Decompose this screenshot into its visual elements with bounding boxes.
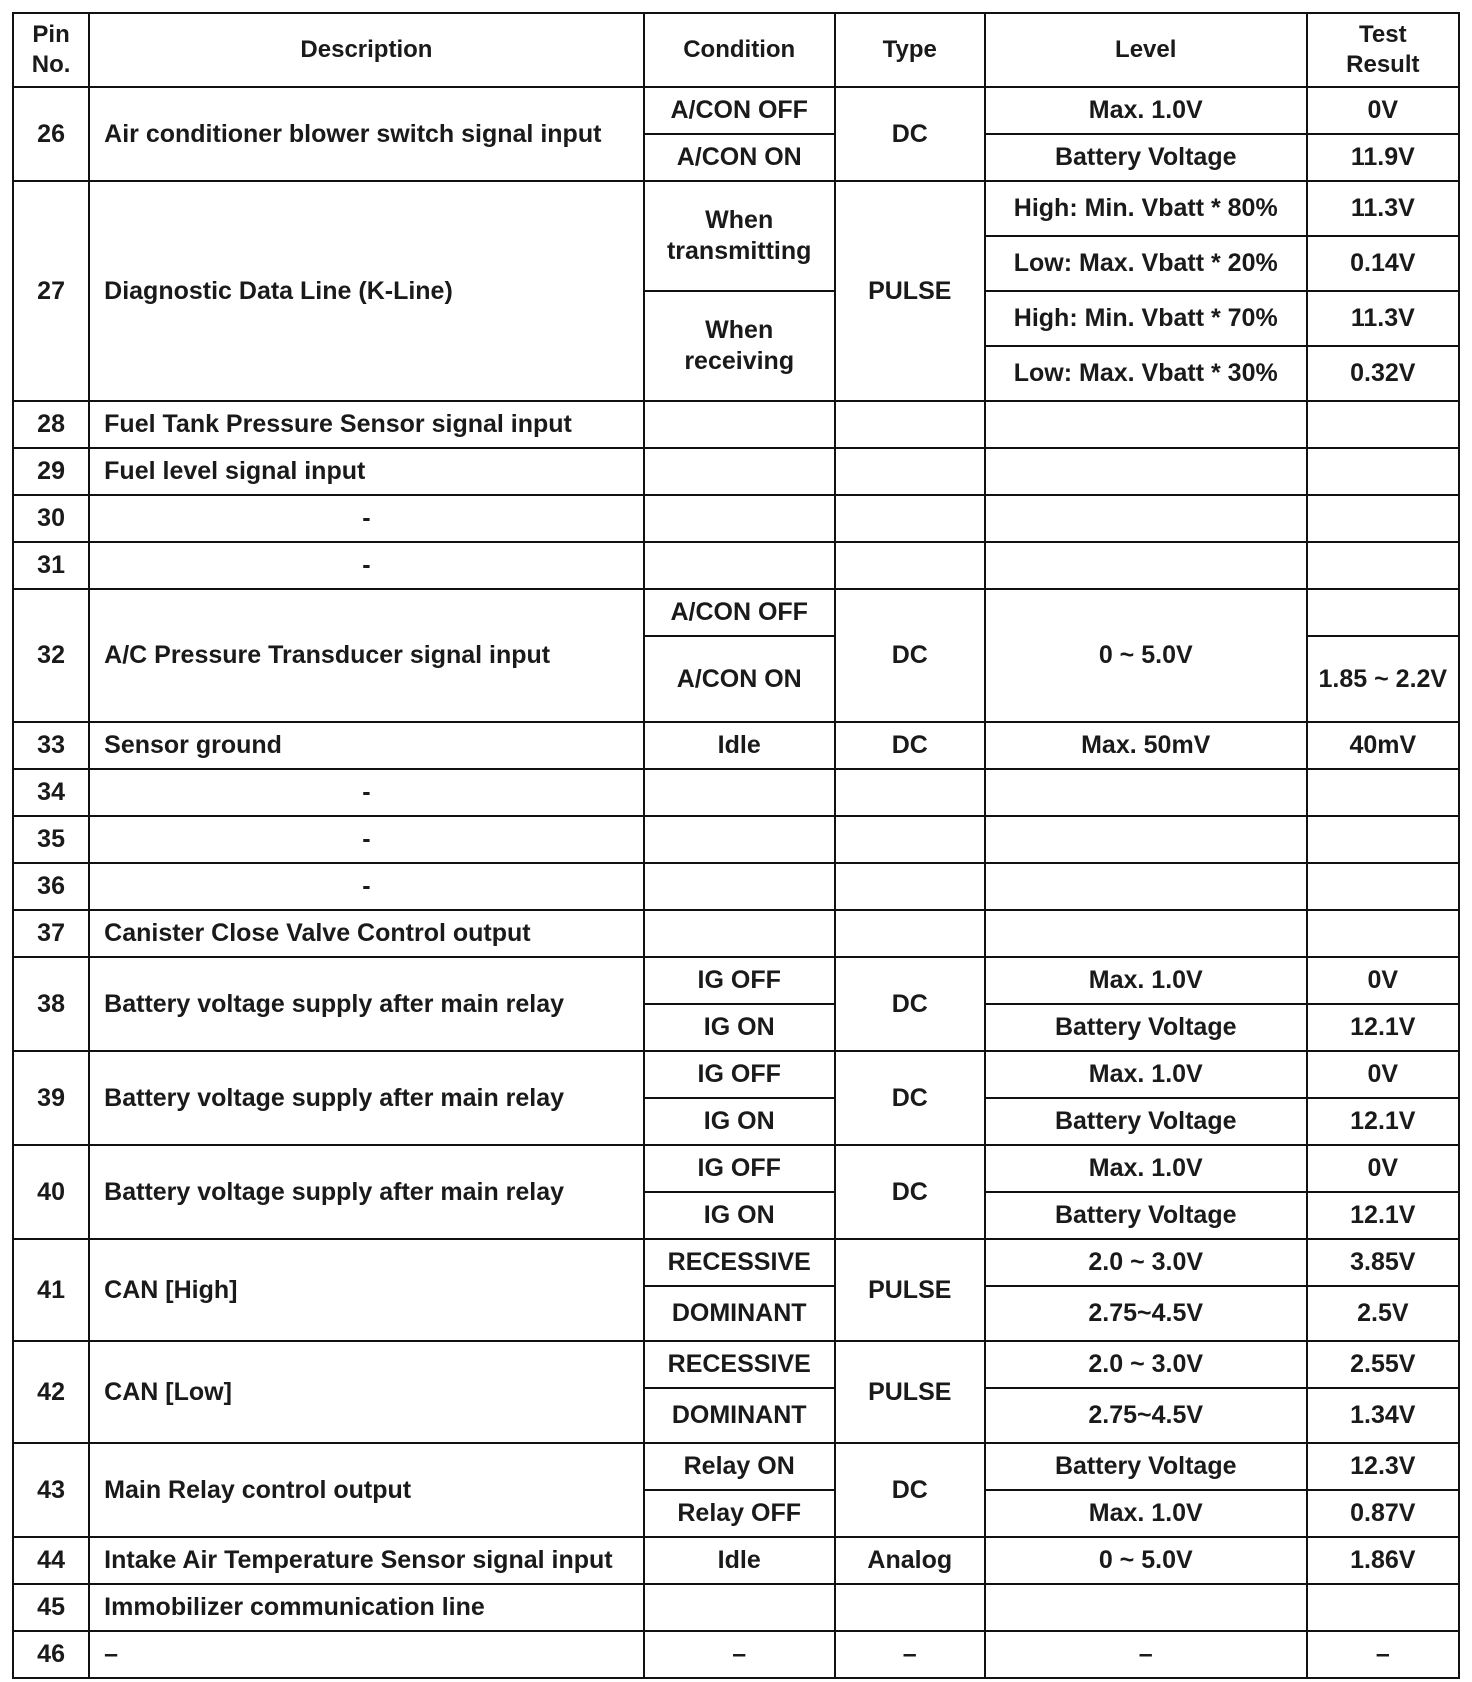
condition: Relay ON [644, 1443, 835, 1490]
description: Intake Air Temperature Sensor signal input [89, 1537, 644, 1584]
level: Battery Voltage [985, 1192, 1307, 1239]
table-row [13, 181, 1459, 236]
test-result: 11.9V [1307, 134, 1459, 181]
table-row [13, 910, 1459, 957]
test-result: 40mV [1307, 722, 1459, 769]
level: 0 ~ 5.0V [985, 589, 1307, 722]
level: – [985, 1631, 1307, 1678]
test-result: 12.1V [1307, 1004, 1459, 1051]
level: Max. 50mV [985, 722, 1307, 769]
pin-number: 36 [13, 863, 89, 910]
test-result: 0V [1307, 1051, 1459, 1098]
table-row [13, 1239, 1459, 1286]
signal-type [835, 769, 985, 816]
signal-type [835, 1584, 985, 1631]
description: Air conditioner blower switch signal input [89, 87, 644, 181]
pin-table [12, 12, 1460, 1679]
condition: When transmitting [644, 181, 835, 291]
description: - [89, 863, 644, 910]
table-row [13, 542, 1459, 589]
pin-number: 44 [13, 1537, 89, 1584]
table-row [13, 722, 1459, 769]
signal-type [835, 495, 985, 542]
header-condition: Condition [644, 13, 835, 87]
test-result [1307, 863, 1459, 910]
header-level: Level [985, 13, 1307, 87]
table-row [13, 401, 1459, 448]
test-result [1307, 495, 1459, 542]
description: Battery voltage supply after main relay [89, 1051, 644, 1145]
condition [644, 448, 835, 495]
pin-number: 33 [13, 722, 89, 769]
level: High: Min. Vbatt * 70% [985, 291, 1307, 346]
description: - [89, 542, 644, 589]
level: Low: Max. Vbatt * 20% [985, 236, 1307, 291]
table-row [13, 1537, 1459, 1584]
test-result: 11.3V [1307, 291, 1459, 346]
signal-type: DC [835, 87, 985, 181]
signal-type [835, 863, 985, 910]
signal-type [835, 910, 985, 957]
header-result-line1: Test [1359, 21, 1407, 48]
level: Max. 1.0V [985, 957, 1307, 1004]
level: 2.75~4.5V [985, 1286, 1307, 1341]
test-result: 2.55V [1307, 1341, 1459, 1388]
condition: IG OFF [644, 1145, 835, 1192]
level [985, 1584, 1307, 1631]
description: CAN [Low] [89, 1341, 644, 1443]
test-result [1307, 542, 1459, 589]
level [985, 863, 1307, 910]
table-row [13, 957, 1459, 1004]
header-pin-line2: No. [31, 51, 71, 78]
table-row [13, 769, 1459, 816]
pin-number: 34 [13, 769, 89, 816]
test-result: 0V [1307, 1145, 1459, 1192]
table-row [13, 87, 1459, 134]
test-result: 0V [1307, 957, 1459, 1004]
header-description: Description [89, 13, 644, 87]
description: – [89, 1631, 644, 1678]
signal-type: DC [835, 957, 985, 1051]
level: Low: Max. Vbatt * 30% [985, 346, 1307, 401]
level [985, 495, 1307, 542]
level: Battery Voltage [985, 1443, 1307, 1490]
signal-type: – [835, 1631, 985, 1678]
pin-number: 40 [13, 1145, 89, 1239]
description: Sensor ground [89, 722, 644, 769]
table-row [13, 1145, 1459, 1192]
signal-type [835, 401, 985, 448]
test-result [1307, 769, 1459, 816]
pin-number: 38 [13, 957, 89, 1051]
test-result: 12.1V [1307, 1192, 1459, 1239]
test-result: 1.86V [1307, 1537, 1459, 1584]
test-result: 0.32V [1307, 346, 1459, 401]
description: A/C Pressure Transducer signal input [89, 589, 644, 722]
description: Battery voltage supply after main relay [89, 1145, 644, 1239]
signal-type: DC [835, 722, 985, 769]
level: Max. 1.0V [985, 1145, 1307, 1192]
condition: IG ON [644, 1192, 835, 1239]
header-pin [13, 13, 89, 87]
condition [644, 495, 835, 542]
header-type: Type [835, 13, 985, 87]
signal-type [835, 816, 985, 863]
condition [644, 816, 835, 863]
table-row [13, 1584, 1459, 1631]
condition: IG OFF [644, 957, 835, 1004]
description: - [89, 816, 644, 863]
pin-number: 31 [13, 542, 89, 589]
table-row [13, 1341, 1459, 1388]
description: CAN [High] [89, 1239, 644, 1341]
signal-type: DC [835, 1145, 985, 1239]
header-result-line2: Result [1346, 51, 1420, 78]
condition: RECESSIVE [644, 1341, 835, 1388]
pin-number: 37 [13, 910, 89, 957]
test-result: 1.85 ~ 2.2V [1307, 636, 1459, 722]
condition: A/CON ON [644, 636, 835, 722]
pin-number: 43 [13, 1443, 89, 1537]
test-result: – [1307, 1631, 1459, 1678]
level [985, 816, 1307, 863]
level [985, 910, 1307, 957]
table-row [13, 495, 1459, 542]
test-result: 3.85V [1307, 1239, 1459, 1286]
test-result [1307, 816, 1459, 863]
level: 2.0 ~ 3.0V [985, 1239, 1307, 1286]
table-row [13, 1631, 1459, 1678]
test-result: 0.87V [1307, 1490, 1459, 1537]
table-row [13, 1443, 1459, 1490]
description: Diagnostic Data Line (K-Line) [89, 181, 644, 401]
header-row [13, 13, 1459, 87]
table-row [13, 1051, 1459, 1098]
condition [644, 401, 835, 448]
signal-type: PULSE [835, 181, 985, 401]
level: Max. 1.0V [985, 1051, 1307, 1098]
test-result: 0V [1307, 87, 1459, 134]
signal-type: DC [835, 1051, 985, 1145]
signal-type [835, 448, 985, 495]
condition [644, 1584, 835, 1631]
level [985, 542, 1307, 589]
test-result [1307, 448, 1459, 495]
level [985, 401, 1307, 448]
level [985, 448, 1307, 495]
signal-type [835, 542, 985, 589]
condition [644, 769, 835, 816]
pin-number: 39 [13, 1051, 89, 1145]
level: Max. 1.0V [985, 1490, 1307, 1537]
condition: Relay OFF [644, 1490, 835, 1537]
level: Max. 1.0V [985, 87, 1307, 134]
description: - [89, 769, 644, 816]
condition [644, 863, 835, 910]
header-pin-line1: Pin [32, 21, 70, 48]
signal-type: Analog [835, 1537, 985, 1584]
pin-number: 45 [13, 1584, 89, 1631]
pin-number: 26 [13, 87, 89, 181]
level: High: Min. Vbatt * 80% [985, 181, 1307, 236]
pin-number: 28 [13, 401, 89, 448]
pin-number: 29 [13, 448, 89, 495]
signal-type: DC [835, 589, 985, 722]
test-result: 0.14V [1307, 236, 1459, 291]
description: Battery voltage supply after main relay [89, 957, 644, 1051]
description: Main Relay control output [89, 1443, 644, 1537]
description: Fuel Tank Pressure Sensor signal input [89, 401, 644, 448]
condition: RECESSIVE [644, 1239, 835, 1286]
signal-type: PULSE [835, 1341, 985, 1443]
condition [644, 542, 835, 589]
test-result: 1.34V [1307, 1388, 1459, 1443]
pin-number: 42 [13, 1341, 89, 1443]
condition: IG ON [644, 1098, 835, 1145]
level: Battery Voltage [985, 134, 1307, 181]
pin-number: 32 [13, 589, 89, 722]
table-row [13, 863, 1459, 910]
description: Canister Close Valve Control output [89, 910, 644, 957]
condition: When receiving [644, 291, 835, 401]
pin-number: 27 [13, 181, 89, 401]
level: Battery Voltage [985, 1098, 1307, 1145]
condition [644, 910, 835, 957]
header-test-result [1307, 13, 1459, 87]
condition: – [644, 1631, 835, 1678]
test-result [1307, 1584, 1459, 1631]
signal-type: DC [835, 1443, 985, 1537]
condition: DOMINANT [644, 1286, 835, 1341]
test-result [1307, 401, 1459, 448]
level: 0 ~ 5.0V [985, 1537, 1307, 1584]
description: - [89, 495, 644, 542]
level: 2.0 ~ 3.0V [985, 1341, 1307, 1388]
level: Battery Voltage [985, 1004, 1307, 1051]
test-result: 11.3V [1307, 181, 1459, 236]
condition: IG OFF [644, 1051, 835, 1098]
level: 2.75~4.5V [985, 1388, 1307, 1443]
condition: A/CON OFF [644, 589, 835, 636]
test-result: 12.1V [1307, 1098, 1459, 1145]
test-result: 12.3V [1307, 1443, 1459, 1490]
test-result: 2.5V [1307, 1286, 1459, 1341]
condition: Idle [644, 1537, 835, 1584]
pin-number: 35 [13, 816, 89, 863]
level [985, 769, 1307, 816]
description: Fuel level signal input [89, 448, 644, 495]
description: Immobilizer communication line [89, 1584, 644, 1631]
condition: A/CON ON [644, 134, 835, 181]
test-result [1307, 589, 1459, 636]
condition: IG ON [644, 1004, 835, 1051]
pin-number: 46 [13, 1631, 89, 1678]
pin-number: 30 [13, 495, 89, 542]
test-result [1307, 910, 1459, 957]
condition: Idle [644, 722, 835, 769]
table-row [13, 448, 1459, 495]
table-row [13, 589, 1459, 636]
condition: DOMINANT [644, 1388, 835, 1443]
table-row [13, 816, 1459, 863]
pin-number: 41 [13, 1239, 89, 1341]
signal-type: PULSE [835, 1239, 985, 1341]
condition: A/CON OFF [644, 87, 835, 134]
